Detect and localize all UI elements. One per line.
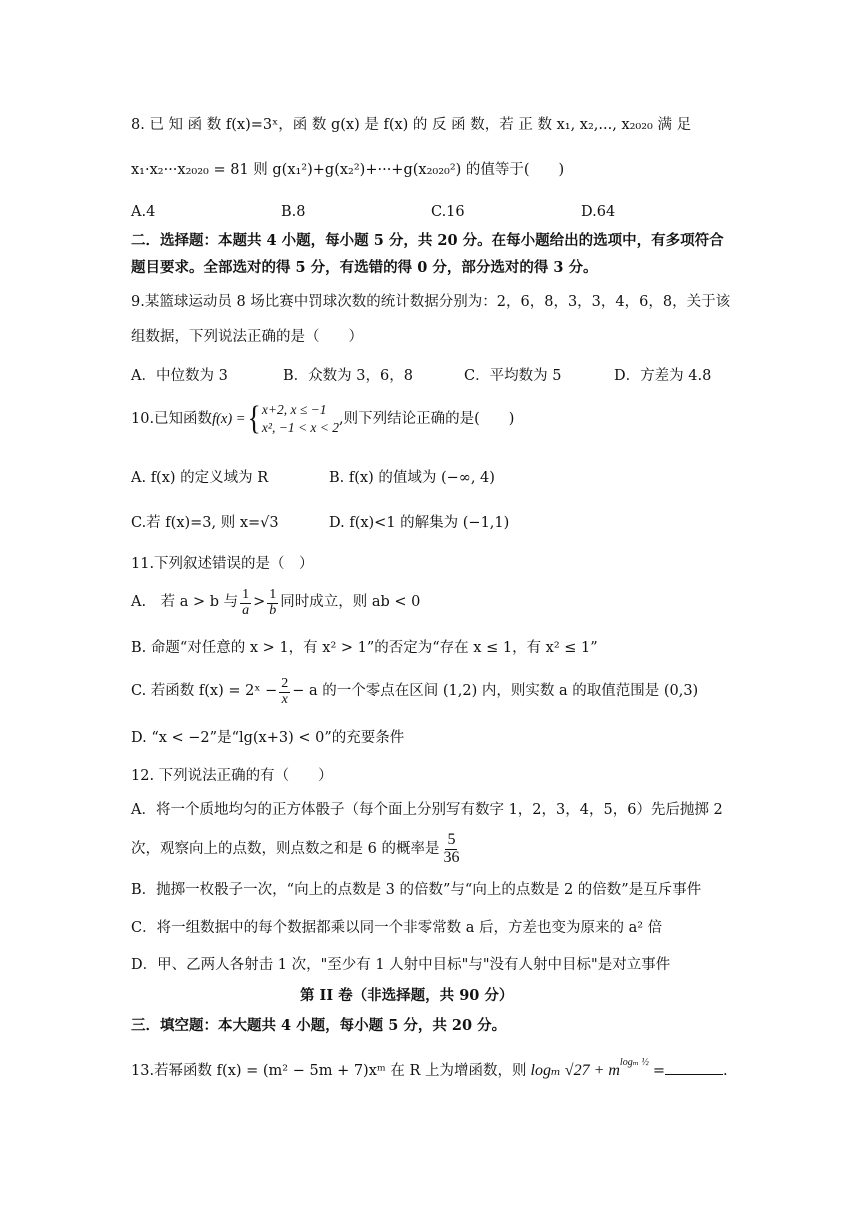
q12-title: 12. 下列说法正确的有（ ） — [131, 768, 333, 784]
q11-option-a-pre: A. 若 a > b 与 — [131, 594, 239, 611]
q8-option-c: C.16 — [431, 204, 465, 220]
q10-prefix: 10.已知函数 — [131, 410, 213, 427]
q10-suffix: ,则下列结论正确的是( ) — [339, 410, 515, 427]
q11-option-b: B. 命题“对任意的 x > 1，有 x² > 1”的否定为“存在 x ≤ 1，有 x² ≤ 1” — [131, 640, 598, 656]
fraction-1-over-a: $\frac{1}{a}$ — [242, 587, 250, 618]
q8-option-a: A.4 — [131, 204, 156, 220]
q11-option-c-pre: C. 若函数 f(x) = 2ˣ − — [131, 683, 278, 700]
q12-option-d: D．甲、乙两人各射击 1 次，"至少有 1 人射中目标"与"没有人射中目标"是对立事件 — [131, 957, 671, 973]
q9-options — [131, 364, 711, 385]
q13-stem — [131, 1057, 728, 1080]
fraction-1-over-b: $\frac{1}{b}$ — [269, 587, 277, 618]
section2-heading-line1: 二．选择题：本题共 4 小题，每小题 5 分，共 20 分。在每小题给出的选项中，有多项符合 — [131, 232, 724, 249]
q9-line2: 组数据，下列说法正确的是（ ） — [131, 329, 363, 345]
q11-option-a — [131, 588, 420, 618]
q13-exponent: logₘ ½ — [619, 1057, 649, 1068]
section2-heading-line2: 题目要求。全部选对的得 5 分，有选错的得 0 分，部分选对的得 3 分。 — [131, 259, 598, 276]
q9-option-c: C．平均数为 5 — [464, 368, 562, 384]
q8-option-b: B.8 — [281, 204, 306, 220]
q12-option-a-line2 — [131, 832, 463, 867]
q12-option-a-line2-pre: 次，观察向上的点数，则点数之和是 6 的概率是 — [131, 840, 440, 857]
q8-option-d: D.64 — [581, 204, 616, 220]
q9-option-d: D．方差为 4.8 — [614, 368, 712, 384]
q10-case1: x+2, x ≤ −1 — [261, 402, 327, 417]
q10-fx: f(x) = — [212, 410, 246, 427]
q12-option-b: B．抛掷一枚骰子一次，“向上的点数是 3 的倍数”与“向上的点数是 2 的倍数”是互斥事件 — [131, 882, 702, 898]
q12-option-a-line1: A．将一个质地均匀的正方体骰子（每个面上分别写有数字 1，2，3，4，5，6）先后抛掷 2 — [131, 802, 723, 818]
q10-option-a: A. f(x) 的定义域为 R — [131, 470, 269, 486]
q9-option-b: B．众数为 3，6，8 — [283, 368, 413, 384]
q9-line1: 9.某篮球运动员 8 场比赛中罚球次数的统计数据分别为：2，6，8，3，3，4，6，8，关于该 — [131, 294, 731, 310]
fraction-2-over-x: $\frac{2}{x}$ — [281, 676, 289, 707]
q10-option-c: C.若 f(x)=3, 则 x=√3 — [131, 515, 279, 531]
q10-option-b: B. f(x) 的值域为 (−∞, 4) — [329, 470, 495, 486]
q10-piecewise — [246, 401, 339, 437]
q8-options — [131, 204, 615, 220]
q11-option-d: D. “x < −2”是“lg(x+3) < 0”的充要条件 — [131, 730, 405, 746]
q13-period: . — [723, 1063, 728, 1079]
q13-equals: = — [652, 1063, 665, 1079]
q13-expression: logₘ √27 + m — [530, 1062, 620, 1079]
q11-option-c — [131, 677, 698, 707]
q9-option-a: A．中位数为 3 — [131, 368, 228, 384]
q10-stem — [131, 401, 514, 437]
q8-line2: x₁·x₂···x₂₀₂₀ = 81 则 g(x₁²)+g(x₂²)+···+g(x₂₀₂₀²) 的值等于( ) — [131, 162, 565, 178]
q13-pre: 13.若幂函数 f(x) = (m² − 5m + 7)xᵐ 在 R 上为增函数，则 — [131, 1063, 527, 1079]
part2-title: 第 II 卷（非选择题，共 90 分） — [300, 987, 514, 1004]
q10-case2: x², −1 < x < 2 — [261, 420, 340, 436]
fraction-5-over-36: $\frac{5}{36}$ — [443, 831, 460, 866]
q11-title: 11.下列叙述错误的是（ ） — [131, 556, 314, 572]
q11-option-a-post: 同时成立，则 ab < 0 — [280, 594, 421, 611]
q12-option-c: C．将一组数据中的每个数据都乘以同一个非零常数 a 后，方差也变为原来的 a² 倍 — [131, 920, 663, 936]
q11-option-a-gt: > — [253, 594, 266, 611]
q10-option-d: D. f(x)<1 的解集为 (−1,1) — [329, 515, 510, 531]
q11-option-c-post: − a 的一个零点在区间 (1,2) 内，则实数 a 的取值范围是 (0,3) — [292, 683, 699, 700]
section3-heading: 三．填空题：本大题共 4 小题，每小题 5 分，共 20 分。 — [131, 1017, 507, 1034]
q13-answer-blank[interactable] — [665, 1060, 723, 1075]
left-brace-icon: { — [247, 400, 261, 438]
q8-line1: 8. 已 知 函 数 f(x)=3ˣ，函 数 g(x) 是 f(x) 的 反 函 数，若 正 数 x₁, x₂,..., x₂₀₂₀ 满 足 — [131, 117, 692, 133]
